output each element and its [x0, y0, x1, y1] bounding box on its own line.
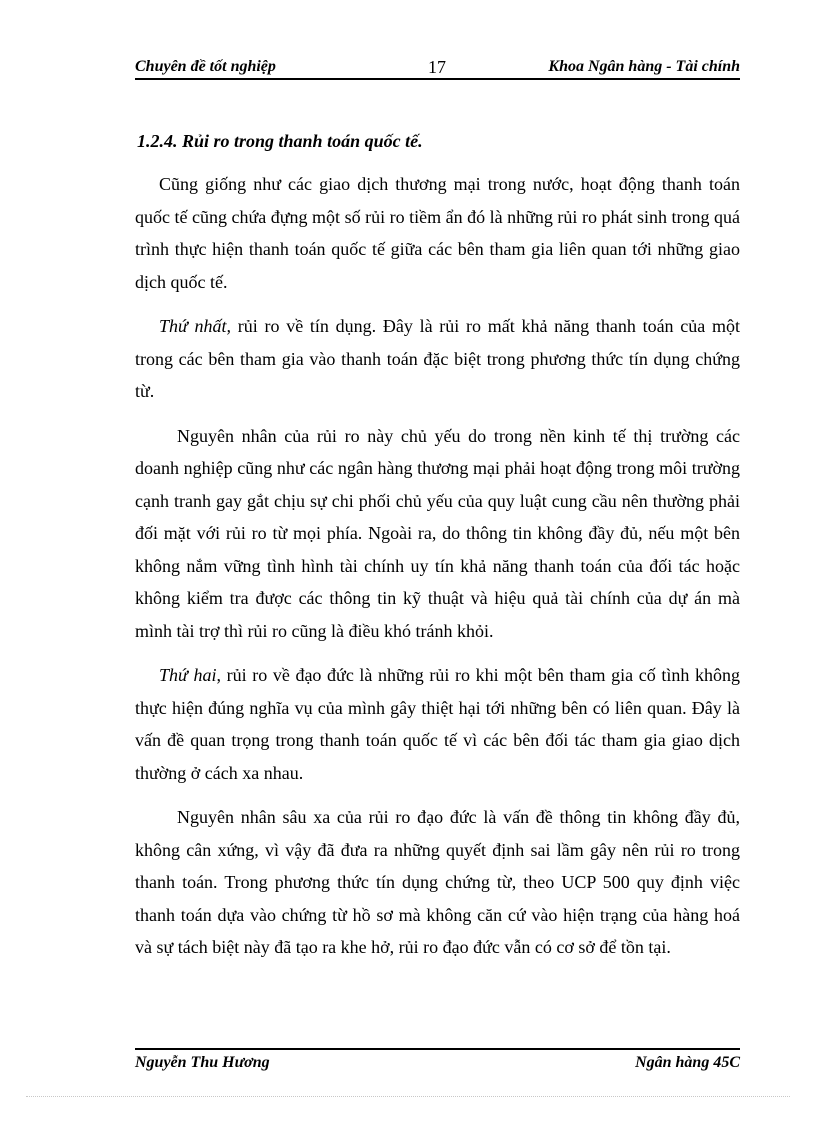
page-footer	[135, 1048, 740, 1072]
footer-class: Ngân hàng 45C	[635, 1054, 740, 1071]
paragraph-intro: Cũng giống như các giao dịch thương mại trong nước, hoạt động thanh toán quốc tế cũng chứa đựng một số rủi ro tiềm ẩn đó là những rủi ro phát sinh trong quá trình thực hiện thanh toán quốc tế giữa các bên tham gia liên quan tới những giao dịch quốc tế.	[135, 174, 740, 292]
page-boundary-divider	[26, 1096, 790, 1097]
paragraph-credit-risk	[135, 310, 740, 408]
page-number: 17	[428, 57, 446, 77]
page-header	[135, 56, 740, 80]
header-thesis-title: Chuyên đề tốt nghiệp	[135, 58, 276, 75]
paragraph-moral-cause: Nguyên nhân sâu xa của rủi ro đạo đức là vấn đề thông tin không đầy đủ, không cân xứng, vì vậy đã đưa ra những quyết định sai lầm gây nên rủi ro trong thanh toán. Trong phương thức tín dụng chứng từ, theo UCP 500 quy định việc thanh toán dựa vào chứng từ hồ sơ mà không căn cứ vào hiện trạng của hàng hoá và sự tách biệt này đã tạo ra khe hở, rủi ro đạo đức vẫn có cơ sở để tồn tại.	[135, 807, 740, 957]
paragraph-text: rủi ro về tín dụng. Đây là rủi ro mất khả năng thanh toán của một trong các bên tham gia vào thanh toán đặc biệt trong phương thức tín dụng chứng từ.	[135, 316, 740, 401]
paragraph-credit-cause: Nguyên nhân của rủi ro này chủ yếu do trong nền kinh tế thị trường các doanh nghiệp cũng như các ngân hàng thương mại phải hoạt động trong môi trường cạnh tranh gay gắt chịu sự chi phối chủ yếu của quy luật cung cầu nên thường phải đối mặt với rủi ro từ mọi phía. Ngoài ra, do thông tin không đầy đủ, nếu một bên không nắm vững tình hình tài chính uy tín khả năng thanh toán của đối tác hoặc không kiểm tra được các thông tin kỹ thuật và hiệu quả tài chính của dự án mà mình tài trợ thì rủi ro cũng là điều khó tránh khỏi.	[135, 425, 740, 641]
paragraph-lead-second: Thứ hai	[159, 665, 217, 685]
paragraph-moral-risk	[135, 659, 740, 789]
body-text	[135, 168, 740, 976]
header-faculty: Khoa Ngân hàng - Tài chính	[548, 58, 740, 75]
footer-author: Nguyễn Thu Hương	[135, 1054, 270, 1071]
paragraph-text: , rủi ro về đạo đức là những rủi ro khi một bên tham gia cố tình không thực hiện đúng nghĩa vụ của mình gây thiệt hại tới những bên có liên quan. Đây là vấn đề quan trọng trong thanh toán quốc tế vì các bên đối tác tham gia giao dịch thường ở cách xa nhau.	[135, 665, 740, 783]
paragraph-lead-first: Thứ nhất,	[159, 316, 232, 336]
section-heading: 1.2.4. Rủi ro trong thanh toán quốc tế.	[137, 131, 423, 151]
